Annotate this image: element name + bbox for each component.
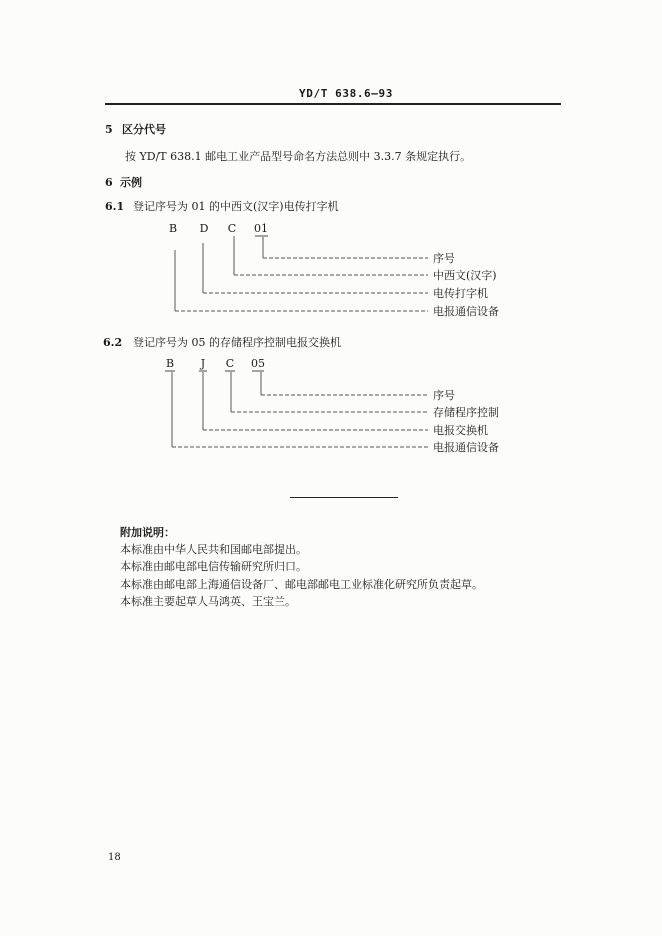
section-5-body: 按 YD/T 638.1 邮电工业产品型号命名方法总则中 3.3.7 条规定执行。	[125, 150, 472, 163]
header-divider	[105, 103, 561, 105]
code-letter: J	[200, 357, 206, 370]
page-number: 18	[108, 852, 121, 863]
notes-line: 本标准由中华人民共和国邮电部提出。	[120, 543, 307, 556]
example-6-1-number: 6.1	[105, 200, 125, 213]
section-6-title: 示例	[120, 176, 142, 189]
code-letter: B	[168, 222, 178, 235]
example-6-2-diagram	[160, 353, 510, 457]
code-serial: 01	[254, 222, 268, 235]
notes-line: 本标准由邮电部上海通信设备厂、邮电部邮电工业标准化研究所负责起草。	[120, 578, 483, 591]
standard-code-header: YD/T 638.6—93	[299, 87, 393, 100]
section-6-number: 6	[105, 176, 113, 189]
diagram-label: 电报通信设备	[433, 305, 499, 318]
code-letter: C	[225, 357, 235, 370]
diagram-label: 中西文(汉字)	[433, 269, 497, 282]
notes-line: 本标准主要起草人马鸿英、王宝兰。	[120, 595, 296, 608]
diagram-label: 序号	[433, 389, 455, 402]
diagram-label: 序号	[433, 252, 455, 265]
notes-heading: 附加说明：	[120, 526, 175, 539]
example-6-2-text: 登记序号为 05 的存储程序控制电报交换机	[133, 336, 341, 349]
example-6-1-text: 登记序号为 01 的中西文(汉字)电传打字机	[133, 200, 339, 213]
diagram-label: 存储程序控制	[433, 406, 499, 419]
example-6-1-diagram	[160, 218, 510, 320]
example-6-2-number: 6.2	[103, 336, 123, 349]
section-5-number: 5	[105, 123, 113, 136]
end-divider	[290, 497, 398, 498]
code-letter: B	[165, 357, 175, 370]
code-serial: 05	[251, 357, 265, 370]
diagram-label: 电报通信设备	[433, 441, 499, 454]
code-letter: D	[199, 222, 209, 235]
section-5-title: 区分代号	[122, 123, 166, 136]
diagram-label: 电传打字机	[433, 287, 488, 300]
notes-line: 本标准由邮电部电信传输研究所归口。	[120, 560, 307, 573]
diagram-label: 电报交换机	[433, 424, 488, 437]
code-letter: C	[227, 222, 237, 235]
